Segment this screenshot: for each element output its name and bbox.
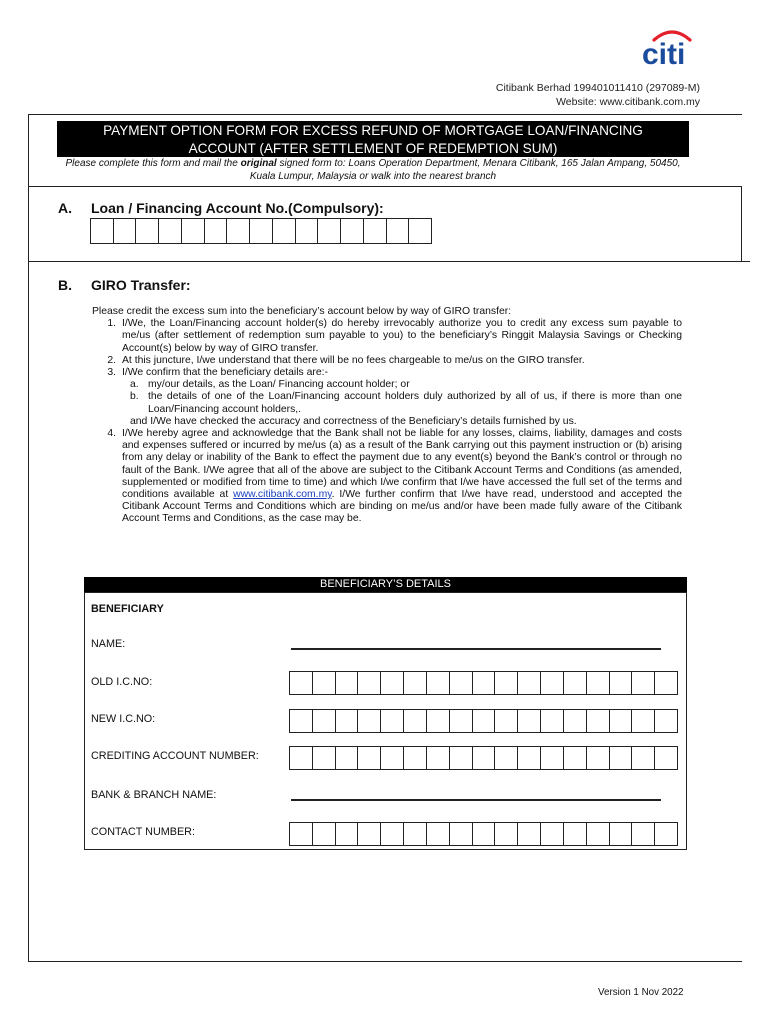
digit-box[interactable] [136,219,159,243]
digit-box[interactable] [655,710,677,732]
digit-box[interactable] [632,710,655,732]
old-ic-label: OLD I.C.NO: [91,676,153,688]
term-item-1: 1. I/We, the Loan/Financing account holder(s) do hereby irrevocably authorize you to credit any excess sum payable to me/us (after settlement of redemption sum payable to you) to the beneficiary’s Ringgit Malaysia Savings or Checking Account(s) below by way of GIRO transfer. [107,318,682,354]
digit-box[interactable] [495,672,518,694]
digit-box[interactable] [404,710,427,732]
term-item-3a: a. my/our details, as the Loan/ Financing account holder; or [130,379,410,391]
term-item-3b: b. the details of one of the Loan/Financing account holders duly authorized by all of us, if there is more than one Loan/Financing account holders,. [130,391,682,415]
digit-box[interactable] [541,747,564,769]
digit-box[interactable] [655,672,677,694]
digit-box[interactable] [381,747,404,769]
digit-box[interactable] [273,219,296,243]
version-label: Version 1 Nov 2022 [598,987,684,998]
digit-box[interactable] [381,672,404,694]
digit-box[interactable] [587,747,610,769]
name-label: NAME: [91,638,126,650]
digit-box[interactable] [381,710,404,732]
corp-registration: Citibank Berhad 199401011410 (297089-M) [495,82,700,94]
term-item-2: 2. At this juncture, I/we understand that there will be no fees chargeable to me/us on the GIRO transfer. [107,354,585,366]
digit-box[interactable] [450,747,473,769]
loan-account-number-input[interactable] [90,218,432,244]
digit-box[interactable] [250,219,273,243]
digit-box[interactable] [381,823,404,845]
digit-box[interactable] [564,823,587,845]
digit-box[interactable] [518,823,541,845]
corporate-info [496,81,700,109]
digit-box[interactable] [541,823,564,845]
section-a-right-border [741,186,742,262]
bank-branch-label: BANK & BRANCH NAME: [91,789,217,801]
digit-box[interactable] [518,747,541,769]
digit-box[interactable] [227,219,250,243]
digit-box[interactable] [541,672,564,694]
name-field[interactable] [291,648,661,650]
digit-box[interactable] [313,672,336,694]
old-ic-input[interactable] [289,671,678,695]
digit-box[interactable] [427,747,450,769]
digit-box[interactable] [495,710,518,732]
digit-box[interactable] [632,823,655,845]
corp-website: Website: www.citibank.com.my [556,96,700,108]
digit-box[interactable] [495,747,518,769]
digit-box[interactable] [655,823,677,845]
digit-box[interactable] [450,710,473,732]
digit-box[interactable] [358,710,381,732]
crediting-account-label: CREDITING ACCOUNT NUMBER: [91,750,259,762]
digit-box[interactable] [313,710,336,732]
digit-box[interactable] [358,747,381,769]
digit-box[interactable] [404,823,427,845]
digit-box[interactable] [587,823,610,845]
digit-box[interactable] [91,219,114,243]
digit-box[interactable] [610,710,633,732]
giro-intro: Please credit the excess sum into the beneficiary’s account below by way of GIRO transfer: [92,306,512,317]
svg-text:citi: citi [642,38,686,70]
section-a-letter: A. [58,200,72,216]
digit-box[interactable] [114,219,137,243]
digit-box[interactable] [205,219,228,243]
digit-box[interactable] [404,747,427,769]
beneficiary-label: BENEFICIARY [91,603,164,615]
digit-box[interactable] [564,710,587,732]
digit-box[interactable] [610,672,633,694]
digit-box[interactable] [404,672,427,694]
section-b-letter: B. [58,277,72,293]
digit-box[interactable] [450,823,473,845]
digit-box[interactable] [427,823,450,845]
digit-box[interactable] [518,672,541,694]
digit-box[interactable] [341,219,364,243]
form-instructions: Please complete this form and mail the original signed form to: Loans Operation Department, Menara Citibank, 165 Jalan Ampang, 50450, Kuala Lumpur, Malaysia or walk into the nearest branch [65,158,681,182]
digit-box[interactable] [290,823,313,845]
digit-box[interactable] [587,710,610,732]
digit-box[interactable] [541,710,564,732]
term-item-3: 3. I/We confirm that the beneficiary details are:- [107,367,328,379]
digit-box[interactable] [518,710,541,732]
digit-box[interactable] [296,219,319,243]
digit-box[interactable] [336,672,359,694]
digit-box[interactable] [632,672,655,694]
divider [28,186,742,187]
section-divider [28,261,750,262]
digit-box[interactable] [358,823,381,845]
digit-box[interactable] [473,710,496,732]
new-ic-input[interactable] [289,709,678,733]
crediting-account-input[interactable] [289,746,678,770]
digit-box[interactable] [336,710,359,732]
digit-box[interactable] [495,823,518,845]
digit-box[interactable] [632,747,655,769]
digit-box[interactable] [610,823,633,845]
citibank-website-link[interactable]: www.citibank.com.my [233,489,332,501]
frame-top-rule [28,114,742,115]
digit-box[interactable] [450,672,473,694]
digit-box[interactable] [655,747,677,769]
digit-box[interactable] [427,710,450,732]
digit-box[interactable] [387,219,410,243]
digit-box[interactable] [564,747,587,769]
form-title: PAYMENT OPTION FORM FOR EXCESS REFUND OF MORTGAGE LOAN/FINANCING ACCOUNT (AFTER SETTLEMENT OF REDEMPTION SUM) [57,121,689,157]
digit-box[interactable] [364,219,387,243]
section-b-title: GIRO Transfer: [91,277,191,293]
beneficiary-details-header: BENEFICIARY’S DETAILS [84,577,687,592]
digit-box[interactable] [336,823,359,845]
contact-number-label: CONTACT NUMBER: [91,826,195,838]
digit-box[interactable] [313,747,336,769]
digit-box[interactable] [564,672,587,694]
digit-box[interactable] [427,672,450,694]
digit-box[interactable] [182,219,205,243]
digit-box[interactable] [290,672,313,694]
digit-box[interactable] [610,747,633,769]
contact-number-input[interactable] [289,822,678,846]
section-a-title: Loan / Financing Account No.(Compulsory): [91,200,384,216]
digit-box[interactable] [587,672,610,694]
digit-box[interactable] [318,219,341,243]
digit-box[interactable] [290,747,313,769]
digit-box[interactable] [313,823,336,845]
new-ic-label: NEW I.C.NO: [91,713,156,725]
digit-box[interactable] [473,672,496,694]
digit-box[interactable] [473,823,496,845]
digit-box[interactable] [159,219,182,243]
giro-terms [92,306,682,526]
term-item-4: 4. I/We hereby agree and acknowledge that the Bank shall not be liable for any losses, claims, liability, damages and costs and expenses suffered or incurred by me/us (a) as a result of the Bank carrying out this payment instruction or (b) arising from any delay or inability of the Bank to effect the payment due to any event(s) beyond the Bank’s control or through no fault of the Bank. I/We agree that all of the above are subject to the Citibank Account Terms and Conditions (as amended, supplemented or modified from time to time) and which I/we confirm that I/we have accessed the full set of the terms and conditions available at www.citibank.com.my. I/We further confirm that I/we have read, understood and accepted the Citibank Account Terms and Conditions which are binding on me/us and/or have been made fully aware of the Citibank Account Terms and Conditions, as the case may be. [107,428,682,525]
digit-box[interactable] [473,747,496,769]
digit-box[interactable] [358,672,381,694]
term-item-3-cont: and I/We have checked the accuracy and correctness of the Beneficiary’s details furnished by us. [130,415,577,427]
digit-box[interactable] [409,219,431,243]
citi-logo [640,22,700,70]
digit-box[interactable] [336,747,359,769]
digit-box[interactable] [290,710,313,732]
bank-branch-field[interactable] [291,799,661,801]
